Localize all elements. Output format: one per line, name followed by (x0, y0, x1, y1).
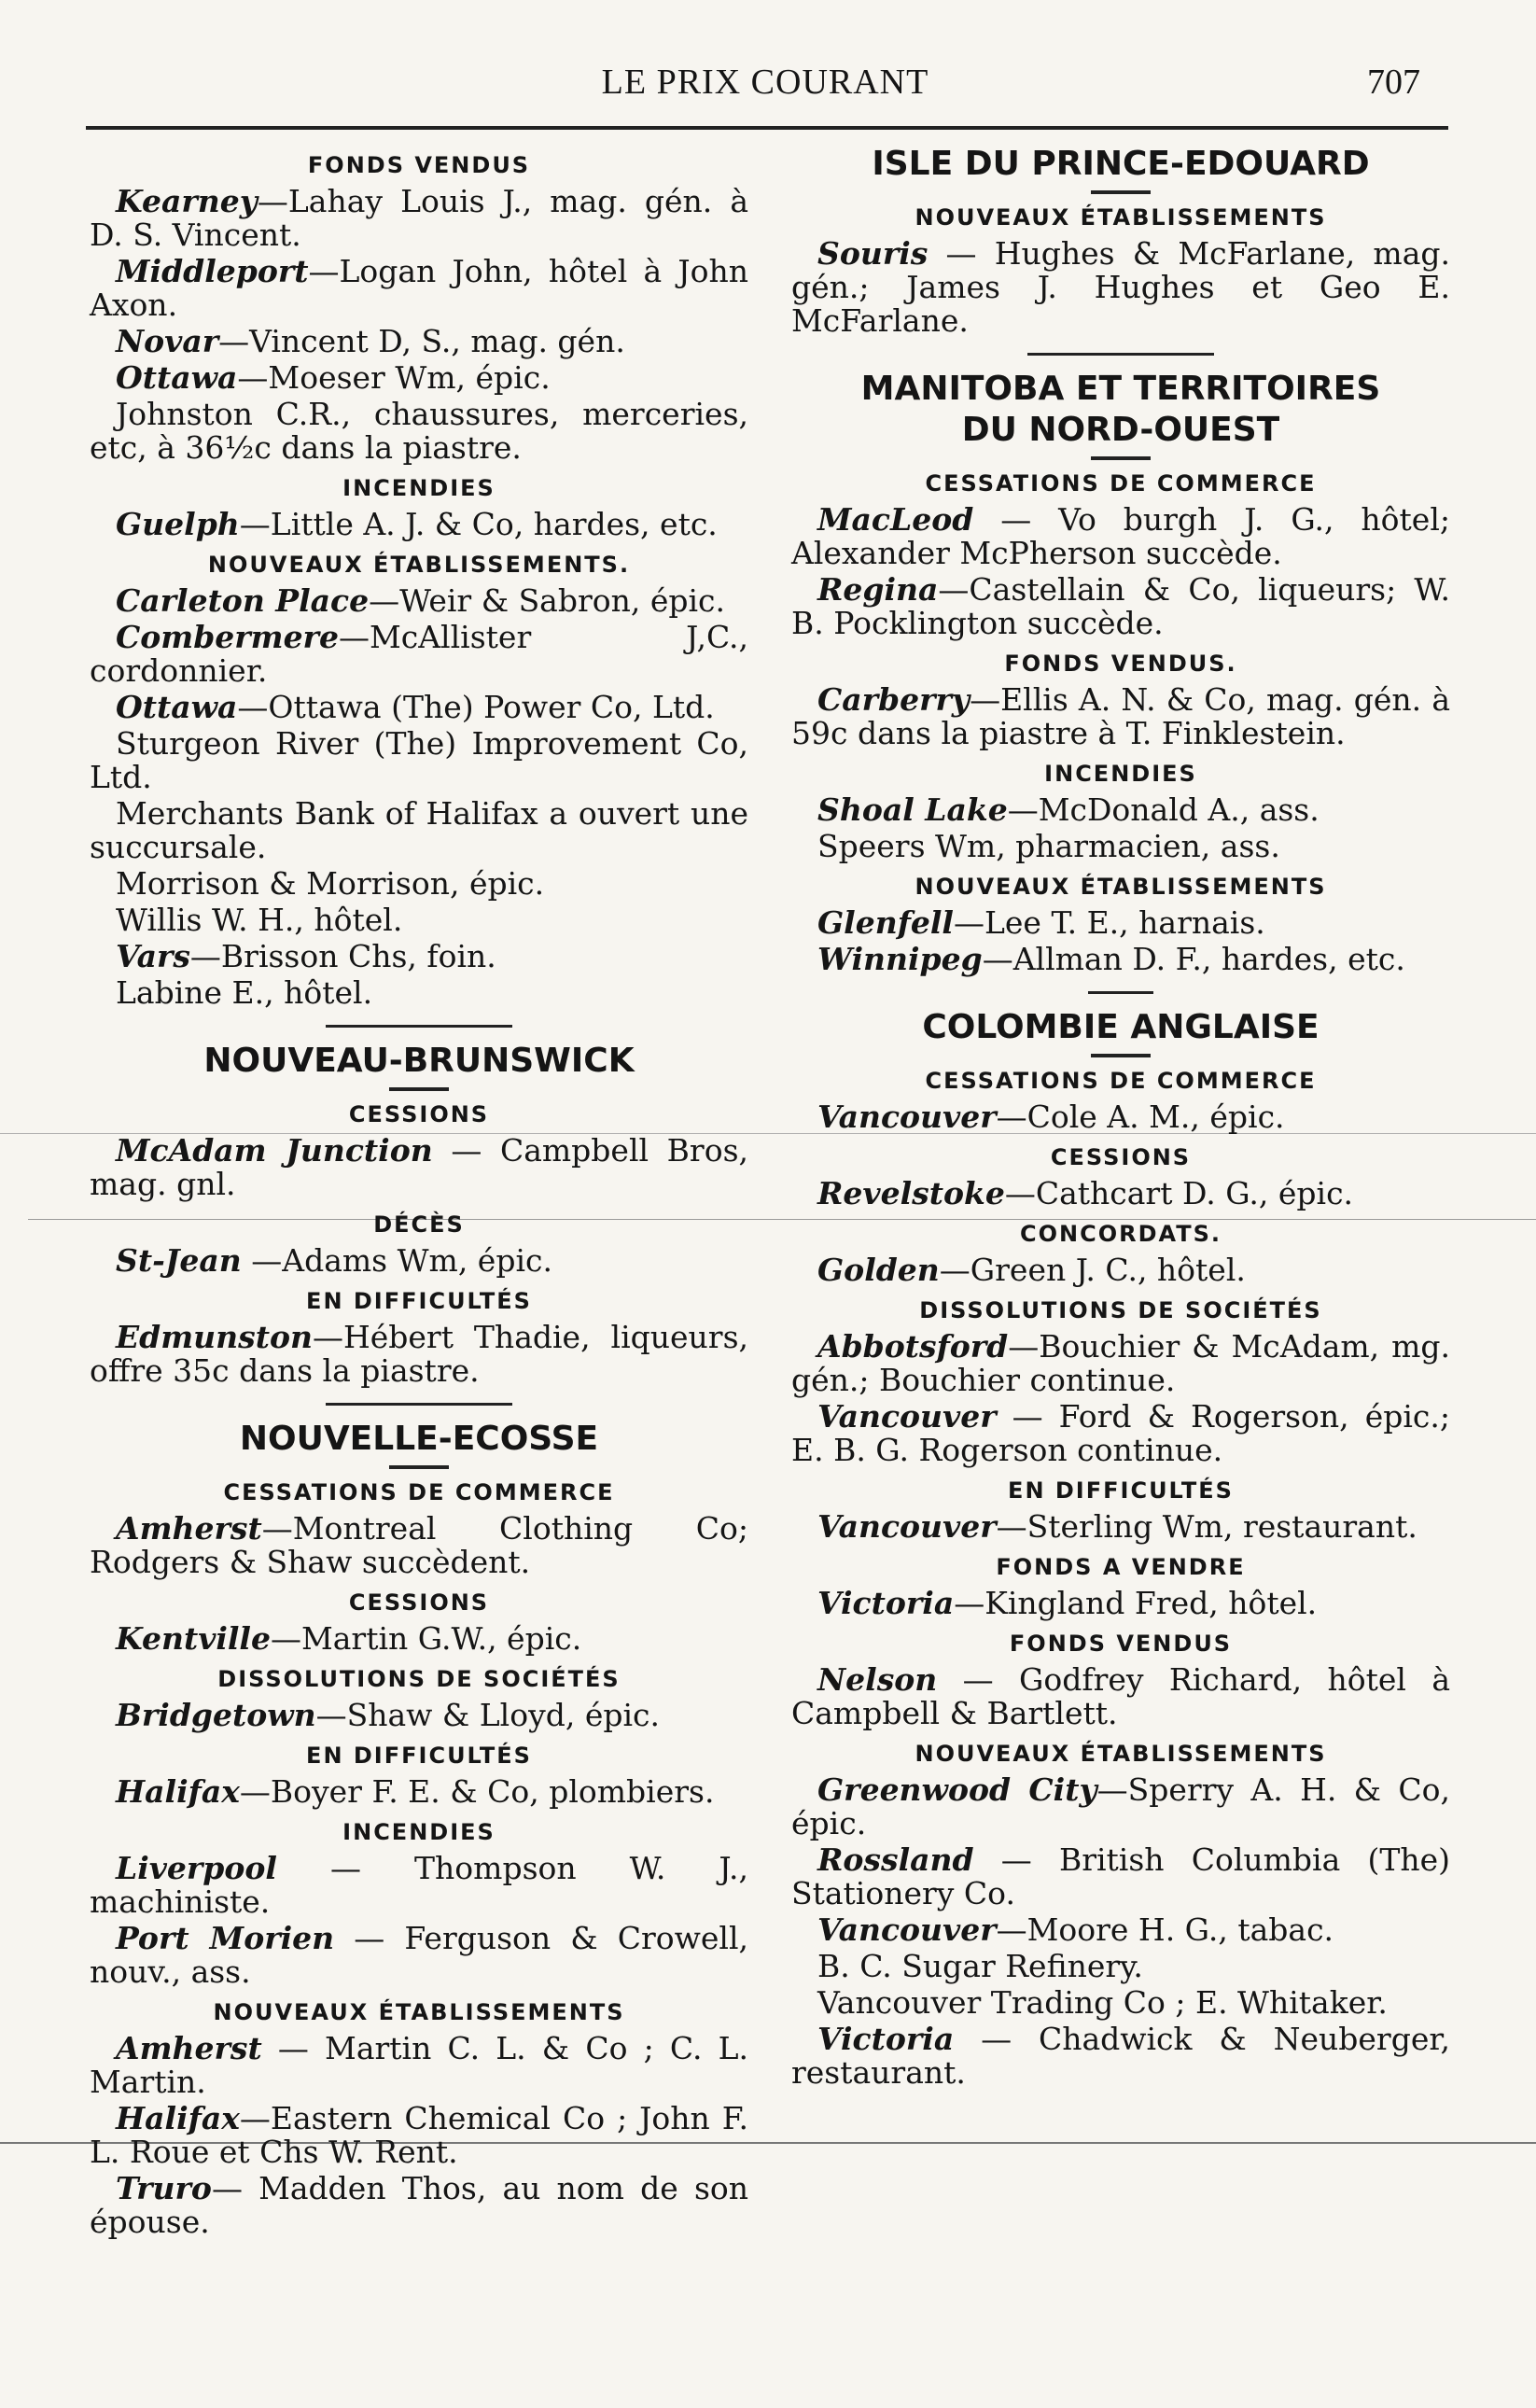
section-heading: CESSATIONS DE COMMERCE (925, 470, 1317, 497)
entry-text: — Chadwick & Neuberger, restaurant. (791, 2021, 1450, 2091)
entry-list (791, 1587, 1450, 1620)
entry-text: —Allman D. F., hardes, etc. (982, 941, 1405, 977)
listing-entry (90, 185, 748, 252)
place-name: Golden (817, 1252, 940, 1288)
place-name: Shoal Lake (817, 791, 1008, 828)
entry-list (90, 2032, 748, 2239)
entry-list (791, 906, 1450, 976)
place-name: McAdam Junction (116, 1132, 433, 1169)
entry-text: —Eastern Chemical Co ; John F. L. Roue et Chs W. Rent. (90, 2100, 748, 2170)
section-heading: NOUVEAUX ÉTABLISSEMENTS (213, 1999, 625, 2025)
province-title-line2: DU NORD-OUEST (961, 411, 1280, 449)
entry-list (90, 1512, 748, 1579)
place-name: Amherst (116, 2030, 262, 2066)
listing-entry (791, 1913, 1450, 1947)
section-separator (326, 1025, 512, 1028)
entry-list (90, 584, 748, 1010)
place-name: Regina (817, 571, 939, 608)
section-heading: CESSATIONS DE COMMERCE (925, 1068, 1317, 1094)
section-heading: INCENDIES (342, 475, 496, 501)
section-heading: CONCORDATS. (1019, 1221, 1222, 1247)
entry-list (791, 503, 1450, 640)
entry-text: — Ford & Rogerson, épic.; E. B. G. Rogerson continue. (791, 1398, 1450, 1468)
entry-text: Vancouver Trading Co ; E. Whitaker. (817, 1984, 1388, 2021)
entry-text: —Weir & Sabron, épic. (369, 582, 726, 619)
entry-text: Sturgeon River (The) Improvement Co, Ltd. (90, 725, 748, 795)
section-heading: EN DIFFICULTÉS (306, 1288, 532, 1314)
place-name: Bridgetown (116, 1697, 316, 1733)
listing-entry (791, 906, 1450, 940)
entry-text: Labine E., hôtel. (116, 974, 373, 1011)
listing-entry (791, 1950, 1450, 1983)
listing-entry (791, 683, 1450, 750)
entry-text: — Thompson W. J., machiniste. (90, 1850, 748, 1920)
entry-list (791, 793, 1450, 863)
listing-entry (90, 508, 748, 541)
entry-text: —Cole A. M., épic. (996, 1099, 1285, 1135)
entry-list (791, 237, 1450, 338)
entry-text: —Logan John, hôtel à John Axon. (90, 253, 748, 323)
listing-entry (791, 1510, 1450, 1544)
province-title: ISLE DU PRINCE-EDOUARD (872, 145, 1370, 183)
listing-entry (791, 503, 1450, 570)
entry-text: B. C. Sugar Refinery. (817, 1948, 1143, 1984)
entry-list (791, 1253, 1450, 1287)
entry-list (791, 1773, 1450, 2090)
place-name: Rossland (817, 1841, 974, 1878)
listing-entry (791, 1253, 1450, 1287)
place-name: Vars (116, 938, 190, 974)
section-heading: FONDS VENDUS (1009, 1631, 1233, 1657)
section-heading: FONDS VENDUS. (1004, 651, 1237, 677)
listing-entry (791, 943, 1450, 976)
entry-text: —Montreal Clothing Co; Rodgers & Shaw succèdent. (90, 1510, 748, 1580)
listing-entry (90, 621, 748, 688)
listing-entry (791, 1663, 1450, 1730)
section-heading: NOUVEAUX ÉTABLISSEMENTS (915, 1741, 1327, 1767)
section-separator (1088, 991, 1153, 994)
place-name: Souris (817, 235, 929, 272)
listing-entry (90, 1321, 748, 1388)
entry-text: —Kingland Fred, hôtel. (954, 1585, 1318, 1621)
place-name: Carleton Place (116, 582, 370, 619)
section-heading: NOUVEAUX ÉTABLISSEMENTS. (207, 552, 631, 578)
section-heading: CESSIONS (1050, 1144, 1192, 1170)
listing-entry (90, 1512, 748, 1579)
entry-list (90, 1852, 748, 1989)
title-rule (389, 1087, 449, 1091)
place-name: Halifax (116, 2100, 240, 2136)
place-name: Vancouver (817, 1911, 997, 1948)
title-rule (1091, 1054, 1151, 1057)
section-heading: NOUVEAUX ÉTABLISSEMENTS (915, 874, 1327, 900)
entry-list (90, 1622, 748, 1656)
entry-text: —Moore H. G., tabac. (996, 1911, 1334, 1948)
title-rule (1091, 190, 1151, 194)
listing-entry (791, 1400, 1450, 1467)
place-name: Victoria (817, 2021, 955, 2057)
entry-text: Morrison & Morrison, épic. (116, 865, 545, 902)
place-name: Greenwood City (817, 1771, 1097, 1808)
listing-entry (791, 793, 1450, 827)
entry-text: —Castellain & Co, liqueurs; W. B. Pocklington succède. (791, 571, 1450, 641)
entry-text: —McAllister J,C., cordonnier. (90, 619, 748, 689)
entry-list (791, 1100, 1450, 1134)
entry-text: —Brisson Chs, foin. (189, 938, 496, 974)
entry-text: —Green J. C., hôtel. (939, 1252, 1246, 1288)
place-name: Nelson (817, 1661, 938, 1698)
entry-list (791, 1330, 1450, 1467)
province-title: NOUVELLE-ECOSSE (239, 1420, 599, 1458)
place-name: Amherst (116, 1510, 262, 1547)
place-name: Winnipeg (817, 941, 983, 977)
section-heading: DISSOLUTIONS DE SOCIÉTÉS (217, 1666, 621, 1692)
entry-text: — Vo burgh J. G., hôtel; Alexander McPherson succède. (791, 501, 1450, 571)
entry-text: Merchants Bank of Halifax a ouvert une succursale. (90, 795, 748, 865)
entry-list (90, 1321, 748, 1388)
place-name: Revelstoke (817, 1175, 1005, 1211)
entry-list (791, 683, 1450, 750)
listing-entry (791, 2023, 1450, 2090)
listing-entry (791, 1986, 1450, 2020)
listing-entry (791, 830, 1450, 863)
section-heading: CESSIONS (348, 1101, 490, 1127)
entry-text: —Ellis A. N. & Co, mag. gén. à 59c dans la piastre à T. Finklestein. (791, 681, 1450, 751)
entry-text: —Moeser Wm, épic. (237, 359, 551, 396)
listing-entry (90, 940, 748, 973)
section-heading: FONDS VENDUS (307, 152, 531, 178)
section-heading: DÉCÈS (373, 1211, 465, 1238)
listing-entry (90, 903, 748, 937)
page-number: 707 (1367, 63, 1420, 102)
listing-entry (791, 1773, 1450, 1841)
entry-list (90, 185, 748, 465)
entry-text: —Vincent D, S., mag. gén. (218, 323, 625, 359)
entry-text: —Bouchier & McAdam, mg. gén.; Bouchier continue. (791, 1328, 1450, 1398)
place-name: Truro (116, 2170, 212, 2206)
entry-text: — Madden Thos, au nom de son épouse. (90, 2170, 748, 2240)
section-heading: CESSATIONS DE COMMERCE (223, 1479, 615, 1505)
entry-text: —Lahay Louis J., mag. gén. à D. S. Vincent. (90, 183, 748, 253)
listing-entry (791, 1330, 1450, 1397)
listing-entry (90, 2172, 748, 2239)
publication-title: LE PRIX COURANT (601, 63, 929, 102)
listing-entry (791, 1100, 1450, 1134)
listing-entry (90, 867, 748, 901)
place-name: Carberry (817, 681, 970, 718)
place-name: Combermere (116, 619, 339, 655)
entry-text: —Little A. J. & Co, hardes, etc. (239, 506, 718, 542)
entry-text: Speers Wm, pharmacien, ass. (817, 828, 1280, 864)
place-name: MacLeod (817, 501, 974, 538)
province-title: MANITOBA ET TERRITOIRES (860, 370, 1381, 408)
header-rule (86, 126, 1448, 130)
entry-text: —Cathcart D. G., épic. (1004, 1175, 1354, 1211)
place-name: Halifax (116, 1773, 240, 1810)
place-name: Glenfell (817, 904, 954, 941)
section-heading: DISSOLUTIONS DE SOCIÉTÉS (919, 1297, 1322, 1323)
listing-entry (90, 1244, 748, 1278)
listing-entry (90, 1622, 748, 1656)
entry-list (90, 1244, 748, 1278)
section-heading: INCENDIES (1044, 761, 1197, 787)
place-name: Kearney (116, 183, 258, 219)
province-title: NOUVEAU-BRUNSWICK (203, 1042, 635, 1080)
listing-entry (90, 1134, 748, 1201)
listing-entry (90, 1922, 748, 1989)
entry-text: Johnston C.R., chaussures, merceries, etc, à 36½c dans la piastre. (90, 396, 748, 466)
right-column (791, 145, 1451, 2093)
place-name: Middleport (116, 253, 309, 289)
entry-text: —Sperry A. H. & Co, épic. (791, 1771, 1451, 1841)
entry-list (791, 1663, 1450, 1730)
listing-entry (90, 2102, 748, 2169)
place-name: Victoria (817, 1585, 955, 1621)
left-column (90, 151, 748, 2242)
entry-text: — Ferguson & Crowell, nouv., ass. (90, 1920, 748, 1990)
section-heading: NOUVEAUX ÉTABLISSEMENTS (915, 204, 1327, 231)
section-heading: CESSIONS (348, 1589, 490, 1616)
listing-entry (90, 255, 748, 322)
listing-entry (791, 1587, 1450, 1620)
place-name: Vancouver (817, 1398, 997, 1435)
entry-list (90, 1775, 748, 1809)
place-name: Ottawa (116, 359, 238, 396)
section-heading: INCENDIES (342, 1819, 496, 1845)
entry-list (791, 1510, 1450, 1544)
entry-text: — British Columbia (The) Stationery Co. (791, 1841, 1450, 1911)
place-name: Edmunston (116, 1319, 313, 1355)
province-title: COLOMBIE ANGLAISE (922, 1008, 1320, 1046)
entry-text: —Boyer F. E. & Co, plombiers. (239, 1773, 715, 1810)
entry-text: — Hughes & McFarlane, mag. gén.; James J. Hughes et Geo E. McFarlane. (791, 235, 1450, 339)
place-name: Port Morien (116, 1920, 335, 1956)
entry-text: —Ottawa (The) Power Co, Ltd. (237, 689, 715, 725)
entry-list (90, 508, 748, 541)
place-name: Vancouver (817, 1099, 997, 1135)
listing-entry (791, 573, 1450, 640)
listing-entry (90, 584, 748, 618)
entry-text: —Hébert Thadie, liqueurs, offre 35c dans la piastre. (90, 1319, 748, 1389)
entry-text: — Martin C. L. & Co ; C. L. Martin. (90, 2030, 748, 2100)
section-separator (326, 1403, 512, 1406)
title-rule (389, 1465, 449, 1469)
page-header (84, 62, 1446, 110)
listing-entry (791, 237, 1450, 338)
section-heading: EN DIFFICULTÉS (1008, 1477, 1234, 1504)
place-name: Novar (116, 323, 219, 359)
listing-entry (90, 361, 748, 395)
entry-text: — Campbell Bros, mag. gnl. (90, 1132, 748, 1202)
entry-text: —Lee T. E., harnais. (953, 904, 1265, 941)
section-separator (1027, 353, 1214, 356)
listing-entry (90, 976, 748, 1010)
section-heading: EN DIFFICULTÉS (306, 1743, 532, 1769)
place-name: Vancouver (817, 1508, 997, 1545)
listing-entry (90, 1775, 748, 1809)
listing-entry (90, 398, 748, 465)
section-heading: FONDS A VENDRE (996, 1554, 1246, 1580)
entry-text: —McDonald A., ass. (1007, 791, 1320, 828)
place-name: Liverpool (116, 1850, 277, 1886)
listing-entry (90, 1852, 748, 1919)
entry-list (90, 1699, 748, 1732)
listing-entry (90, 2032, 748, 2099)
place-name: Guelph (116, 506, 240, 542)
place-name: Abbotsford (817, 1328, 1009, 1365)
place-name: Ottawa (116, 689, 238, 725)
title-rule (1091, 456, 1151, 460)
listing-entry (791, 1843, 1450, 1911)
entry-text: —Adams Wm, épic. (241, 1242, 552, 1279)
entry-list (90, 1134, 748, 1201)
listing-entry (90, 691, 748, 724)
entry-text: Willis W. H., hôtel. (116, 902, 403, 938)
listing-entry (90, 325, 748, 358)
listing-entry (90, 1699, 748, 1732)
place-name: Kentville (116, 1620, 271, 1657)
listing-entry (90, 727, 748, 794)
listing-entry (791, 1177, 1450, 1211)
entry-text: —Shaw & Lloyd, épic. (315, 1697, 661, 1733)
entry-text: —Sterling Wm, restaurant. (996, 1508, 1417, 1545)
entry-text: —Martin G.W., épic. (270, 1620, 582, 1657)
entry-text: — Godfrey Richard, hôtel à Campbell & Bartlett. (791, 1661, 1450, 1731)
entry-list (791, 1177, 1450, 1211)
listing-entry (90, 797, 748, 864)
place-name: St-Jean (116, 1242, 242, 1279)
